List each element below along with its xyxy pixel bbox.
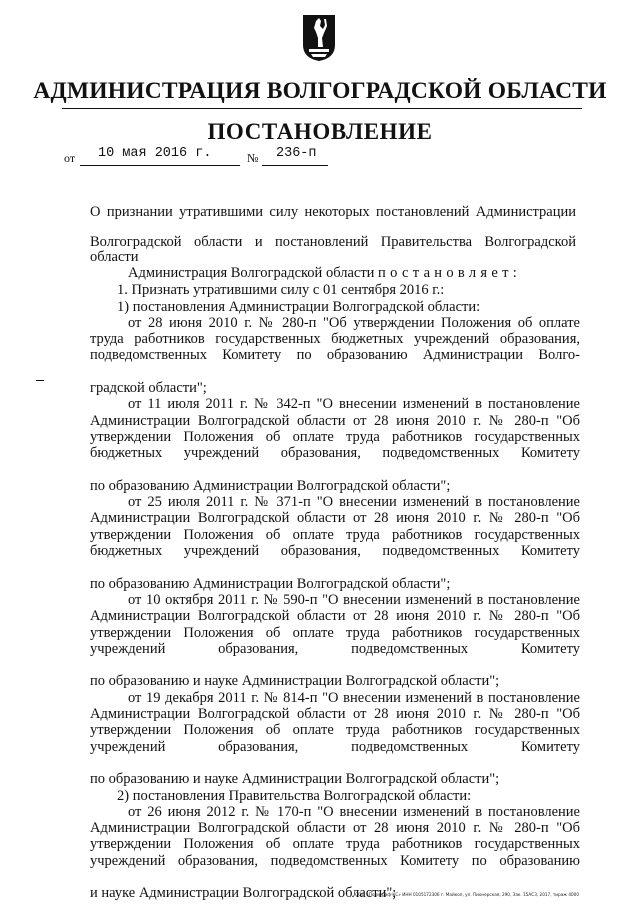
document-subject [90,205,576,265]
paragraph-1: 1. Признать утратившими силу с 01 сентября 2016 г.: [117,282,445,299]
resolution-item: от 10 октября 2011 г. № 590-п "О внесении изменений в постановление Администрации Волгоградской области от 28 июня 2010 г. № 280-п "Об утверждении Положения об оплате труда работников государственных учреждений образования, подведомственных Комитету [90,591,580,657]
document-number: 236-п [276,146,317,161]
decree-intro [90,265,580,281]
organization-title: АДМИНИСТРАЦИЯ ВОЛГОГРАДСКОЙ ОБЛАСТИ [33,78,607,104]
resolution-item-end: по образованию и науке Администрации Волгоградской области"; [90,771,500,788]
resolution-item-end: по образованию Администрации Волгоградской области"; [90,477,451,494]
document-type-title: ПОСТАНОВЛЕНИЕ [207,119,433,144]
document-body [90,265,580,902]
margin-mark [36,380,44,381]
resolution-item: от 19 декабря 2011 г. № 814-п "О внесении изменений в постановление Администрации Волгоградской области от 28 июня 2010 г. № 280-п "Об утверждении Положения об оплате труда работников государственных учреждений образования, подведомственных Комитету [90,689,580,755]
decree-keyword: постановляет: [378,265,522,281]
resolution-item: от 25 июля 2011 г. № 371-п "О внесении изменений в постановление Администрации Волгоградской области от 28 июня 2010 г. № 280-п "Об утверждении Положения об оплате труда работников государственных бюджетных учреждений образования, подведомственных Комитету [90,494,580,560]
subject-line: О признании утратившими силу некоторых постановлений Администрации [90,204,576,220]
paragraph-1-subitem-1: 1) постановления Администрации Волгоградской области: [117,298,481,315]
resolution-item: от 28 июня 2010 г. № 280-п "Об утверждении Положения об оплате труда работников государственных бюджетных учреждений образования, подведомственных Комитету по образованию Администрации Волго- [90,314,580,364]
intro-text: Администрация Волгоградской области [128,265,375,281]
subject-line: Волгоградской области и постановлений Правительства Волгоградской области [90,234,576,265]
resolution-item-end: градской области"; [90,380,207,397]
resolution-item: от 26 июня 2012 г. № 170-п "О внесении изменений в постановление Администрации Волгоградской области от 28 июня 2010 г. № 280-п "Об утверждении Положения об оплате труда работников государственных учреждений образования, подведомственных Комитету по образованию [90,803,580,869]
print-imprint: ООО «Полиграф-КС» ИНН 0105172306 г. Майкоп, ул. Пионерская, 290, Зак. 15АСЗ, 2017, тираж 4000 [355,892,580,897]
document-date: 10 мая 2016 г. [98,146,212,161]
paragraph-1-subitem-2: 2) постановления Правительства Волгоградской области: [117,787,472,804]
date-underline [80,165,240,166]
resolution-item-end: по образованию Администрации Волгоградской области"; [90,575,451,592]
date-label: от [64,151,76,165]
coat-of-arms-emblem [302,14,336,62]
header-divider [62,108,582,109]
resolution-item: от 11 июля 2011 г. № 342-п "О внесении изменений в постановление Администрации Волгоградской области от 28 июня 2010 г. № 280-п "Об утверждении Положения об оплате труда работников государственных бюджетных учреждений образования, подведомственных Комитету [90,396,580,462]
number-label: № [247,151,259,165]
resolution-item-end: и науке Администрации Волгоградской области"; [90,885,397,902]
resolution-item-end: по образованию и науке Администрации Волгоградской области"; [90,673,500,690]
number-underline [262,165,328,166]
